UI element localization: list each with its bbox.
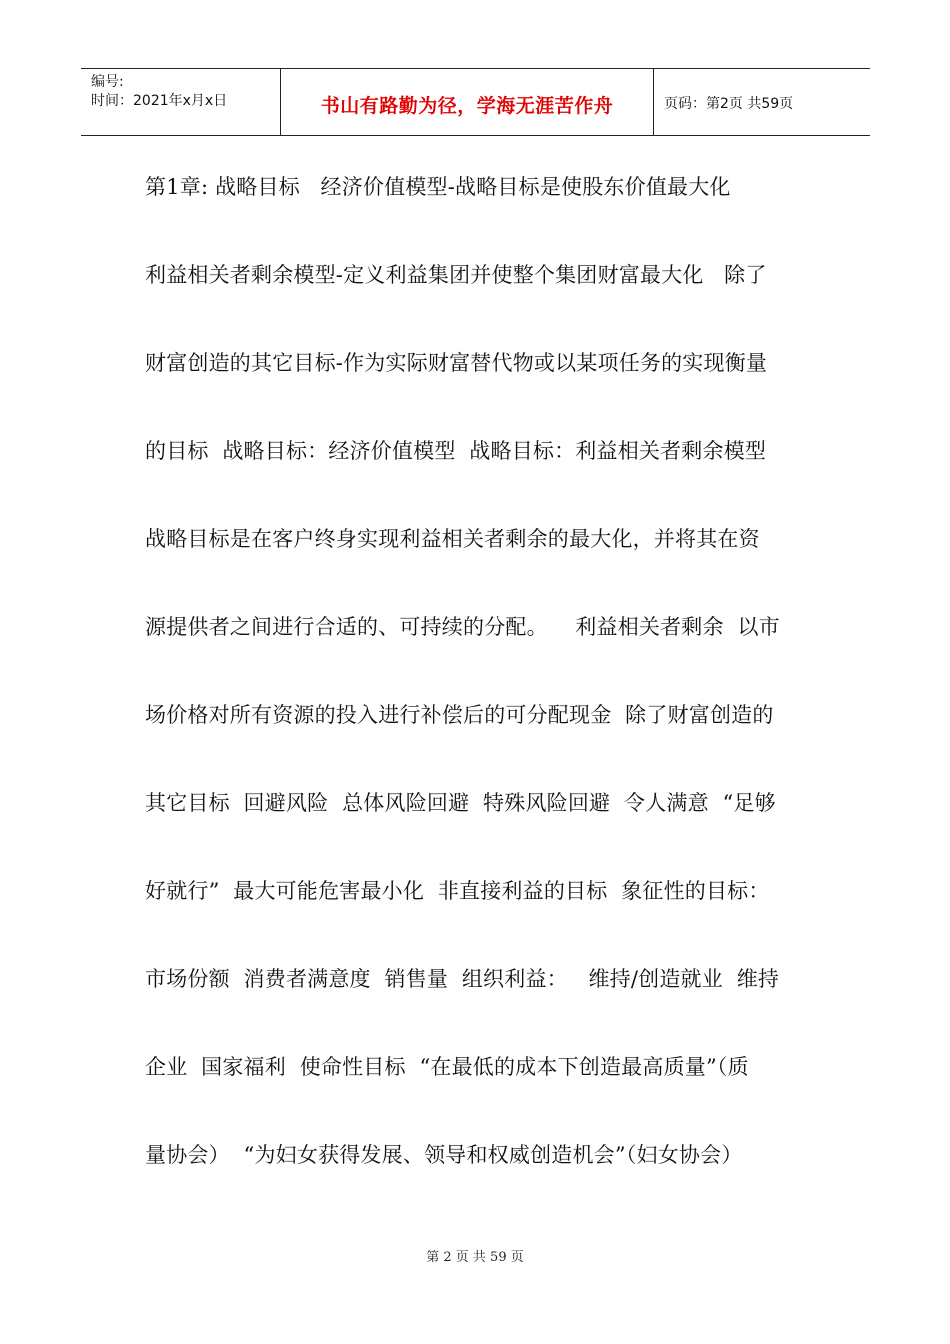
- body-line: 企业 国家福利 使命性目标 “在最低的成本下创造最高质量”（质: [145, 1055, 749, 1079]
- page-footer: [0, 1246, 950, 1265]
- body-line: 的目标 战略目标：经济价值模型 战略目标：利益相关者剩余模型: [145, 439, 767, 463]
- body-line: 量协会） “为妇女获得发展、领导和权威创造机会”（妇女协会）: [145, 1143, 743, 1167]
- body-line: 利益相关者剩余模型-定义利益集团并使整个集团财富最大化 除了: [145, 263, 767, 287]
- body-line: 其它目标 回避风险 总体风险回避 特殊风险回避 令人满意 “足够: [145, 791, 776, 815]
- body-line: 好就行” 最大可能危害最小化 非直接利益的目标 象征性的目标：: [145, 879, 770, 903]
- header-page-cell: [654, 69, 870, 135]
- body-line: 战略目标是在客户终身实现利益相关者剩余的最大化，并将其在资: [145, 527, 760, 551]
- page-label: 页码：第2页 共59页: [664, 96, 794, 112]
- body-line: 场价格对所有资源的投入进行补偿后的可分配现金 除了财富创造的: [145, 703, 774, 727]
- body-line: 市场份额 消费者满意度 销售量 组织利益： 维持/创造就业 维持: [145, 967, 780, 991]
- header-motto-cell: [281, 69, 654, 135]
- date-label: 时间：2021年x月x日: [91, 93, 228, 109]
- footer-page-number: 第 2 页 共 59 页: [426, 1250, 524, 1265]
- body-line: 源提供者之间进行合适的、可持续的分配。 利益相关者剩余 以市: [145, 615, 780, 639]
- body-line: 第1章: 战略目标 经济价值模型-战略目标是使股东价值最大化: [145, 175, 731, 199]
- serial-label: 编号:: [91, 74, 124, 90]
- header-info-cell: [81, 69, 281, 135]
- document-body: [145, 162, 807, 1218]
- body-line: 财富创造的其它目标-作为实际财富替代物或以某项任务的实现衡量: [145, 351, 768, 375]
- motto-text: 书山有路勤为径，学海无涯苦作舟: [320, 94, 614, 117]
- page-header: [81, 68, 870, 136]
